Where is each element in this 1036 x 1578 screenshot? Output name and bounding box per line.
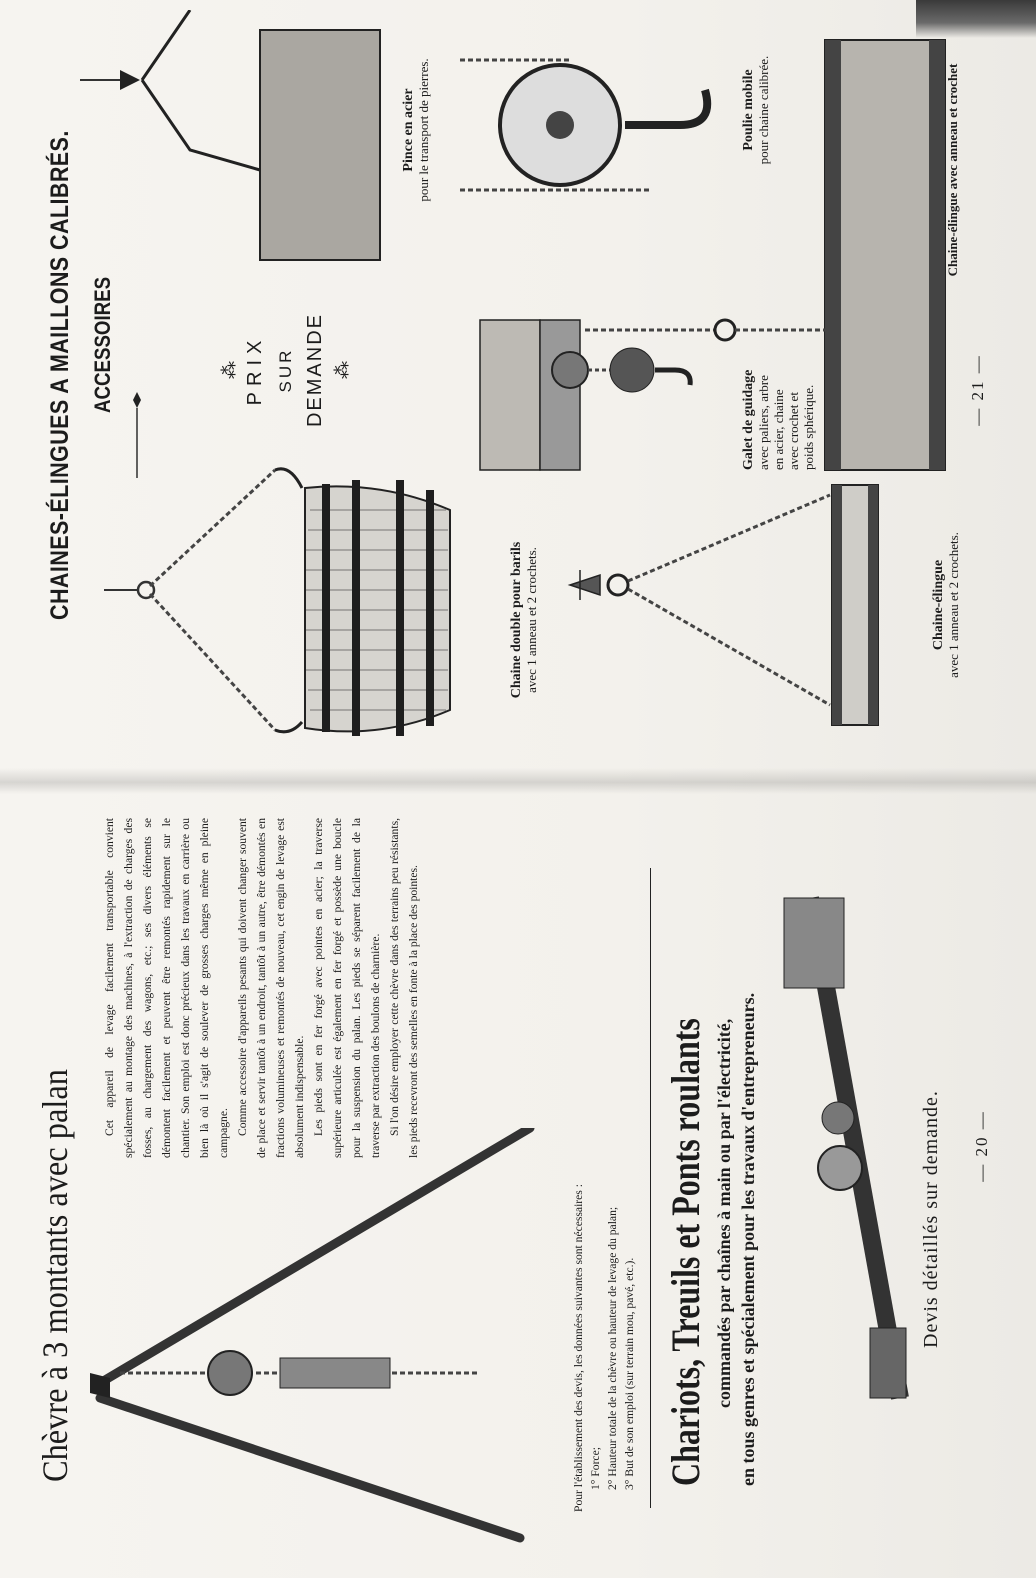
- caption-galet-line: en acier, chaine: [771, 389, 786, 470]
- section-line: en tous genres et spécialement pour les travaux d'entrepreneurs.: [738, 992, 758, 1486]
- section-title: Chariots, Treuils et Ponts roulants: [663, 1018, 708, 1486]
- star-ornament-icon: ⁂: [219, 361, 239, 379]
- caption-chaine-crochet: Chaine-élingue avec anneau et crochet: [945, 63, 960, 277]
- page-20-title: Chèvre à 3 montants avec palan: [35, 1069, 75, 1482]
- beam-chain-icon: [560, 475, 900, 735]
- caption-galet-line: poids sphérique.: [801, 384, 816, 470]
- devis-details: Devis détaillés sur demande.: [920, 1090, 942, 1348]
- devis-item: 3° But de son emploi (sur terrain mou, pavé, etc.).: [623, 1257, 636, 1490]
- page-number-20: — 20 —: [972, 1110, 991, 1182]
- caption-double-title: Chaine double pour barils: [509, 541, 524, 699]
- page-number-21: — 21 —: [968, 354, 987, 426]
- caption-pince: [400, 20, 431, 240]
- caption-double-chaine: [508, 490, 539, 750]
- description-text: [100, 818, 423, 1158]
- devis-intro: Pour l'établissement des devis, les données suivantes sont nécessaires :: [572, 1184, 585, 1512]
- page-21-title: CHAINES-ÉLINGUES A MAILLONS CALIBRÉS.: [46, 130, 74, 620]
- barrel-chain-icon: [90, 460, 510, 750]
- stone-pincer-icon: [60, 10, 390, 280]
- caption-galet-title: Galet de guidage: [741, 369, 756, 470]
- page-20: [0, 770, 1036, 1578]
- sur-label: SUR: [276, 347, 295, 393]
- prix-block: [220, 310, 354, 430]
- pulley-icon: [450, 30, 730, 210]
- caption-elingue: [930, 490, 961, 720]
- caption-poulie-title: Poulie mobile: [741, 69, 756, 151]
- caption-pince-title: Pince en acier: [401, 88, 416, 172]
- description-paragraph: Les pieds sont en fer forgé avec pointes en acier; la traverse supérieure articulée est également en fer forgé et possède une boucle pour la suspension du palan. Les pieds se séparent facilement de la traverse par extraction des boulons de charnière.: [312, 818, 382, 1158]
- star-ornament-icon: ⁂: [332, 361, 352, 379]
- caption-double-sub: avec 1 anneau et 2 crochets.: [524, 547, 539, 693]
- crane-trolley-icon: [780, 858, 910, 1418]
- description-paragraph: Cet appareil de levage facilement transportable convient spécialement au montage des machines, à l'extraction de charges des fosses, au chargement des wagons, etc.; ses divers éléments se démontent facilement et peuvent être remontés rapidement sur le chantier. Son emploi est donc précieux dans les travaux en carrière ou bien là où il s'agit de soulever de grosses charges même en pleine campagne.: [103, 818, 230, 1158]
- page-21-subtitle: ACCESSOIRES: [90, 276, 115, 413]
- demande-label: DEMANDE: [304, 313, 326, 428]
- page-21: [0, 0, 1036, 770]
- caption-pince-sub: pour le transport de pierres.: [416, 58, 431, 202]
- tripod-hoist-icon: [80, 1128, 550, 1548]
- caption-elingue-title: Chaine-élingue: [931, 559, 946, 651]
- devis-block: [570, 872, 638, 1512]
- caption-poulie: [740, 10, 771, 210]
- caption-galet-line: avec crochet et: [786, 392, 801, 470]
- devis-item: 1° Force;: [589, 1447, 602, 1490]
- prix-label: PRIX: [244, 334, 266, 406]
- description-paragraph: Comme accessoire d'appareils pesants qui doivent changer souvent de place et servir tantôt à un endroit, tantôt à un autre, être démontés en fractions volumineuses et remontés de nouveau, cet engin de levage est absolument indispensable.: [236, 818, 306, 1158]
- description-paragraph: Si l'on désire employer cette chèvre dans des terrains peu résistants, les pieds recevront des semelles en fonte à la place des pointes.: [388, 818, 420, 1158]
- caption-galet-line: avec paliers, arbre: [756, 375, 771, 470]
- section-rule: [650, 868, 651, 1508]
- caption-elingue-sub: avec 1 anneau et 2 crochets.: [946, 532, 961, 678]
- section-line: commandés par chaînes à main ou par l'électricité,: [714, 1018, 734, 1408]
- caption-poulie-sub: pour chaine calibrée.: [756, 55, 771, 165]
- devis-item: 2° Hauteur totale de la chèvre ou hauteur de levage du palan;: [606, 1206, 619, 1490]
